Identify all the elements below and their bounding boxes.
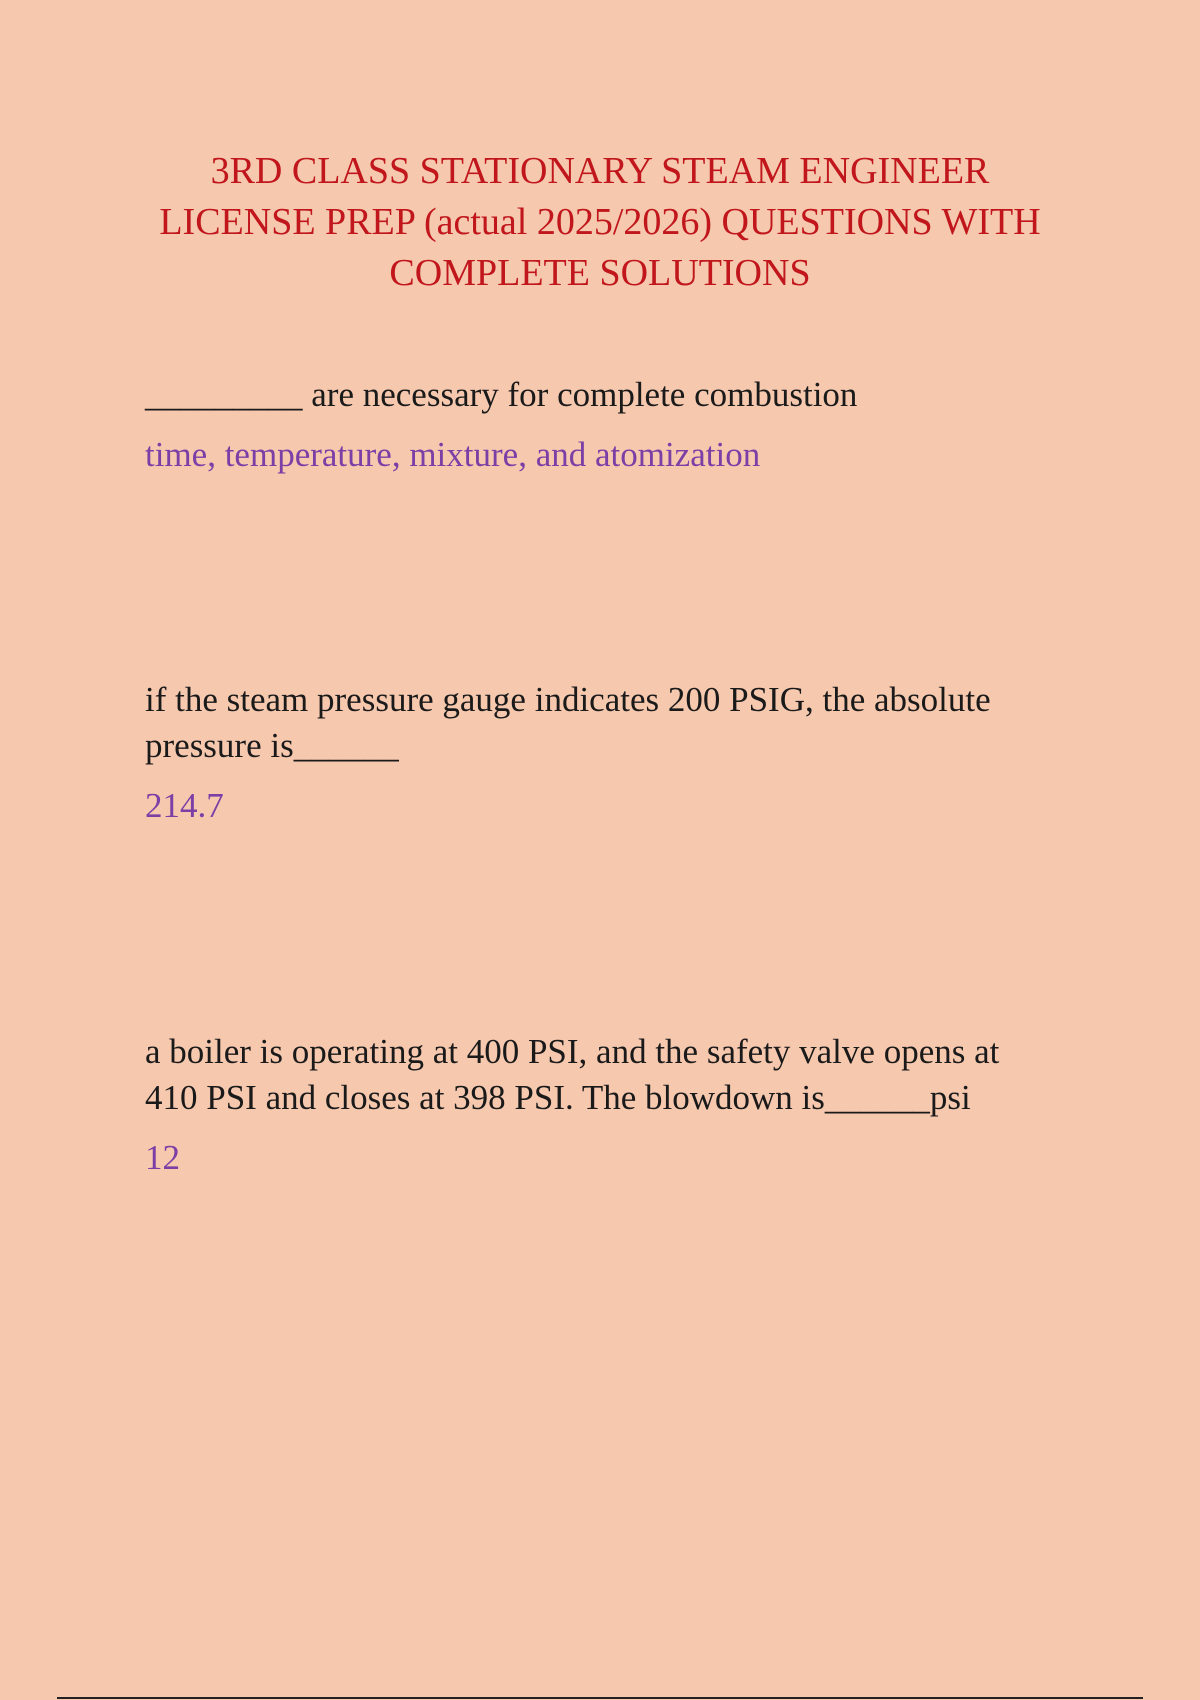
question-text: a boiler is operating at 400 PSI, and the safety valve opens at 410 PSI and closes at 398 PSI. The blowdown is______psi — [145, 1032, 1000, 1117]
answer-text: time, temperature, mixture, and atomization — [145, 435, 761, 474]
question-block-1 — [145, 372, 1045, 478]
question-block-3 — [145, 1029, 1045, 1181]
question-text: if the steam pressure gauge indicates 200 PSIG, the absolute pressure is______ — [145, 680, 991, 765]
page-bottom-divider — [57, 1697, 1143, 1699]
answer-text: 214.7 — [145, 786, 224, 825]
document-title: 3RD CLASS STATIONARY STEAM ENGINEER LICENSE PREP (actual 2025/2026) QUESTIONS WITH COMPLETE SOLUTIONS — [159, 150, 1041, 294]
answer-text: 12 — [145, 1138, 180, 1177]
question-text: _________ are necessary for complete combustion — [145, 375, 858, 414]
question-block-2 — [145, 677, 1045, 829]
